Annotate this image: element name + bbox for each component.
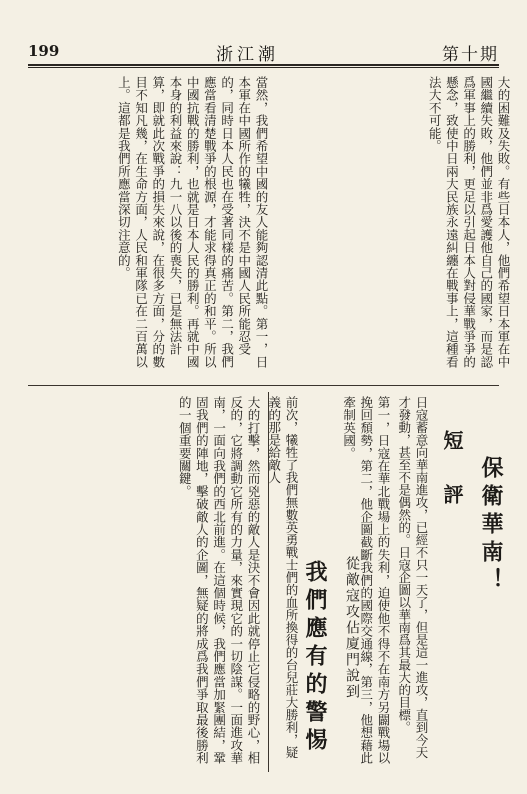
- subheadline: 從敵寇攻佔廈門說到: [344, 556, 360, 700]
- short-comment-left-text: 大的打擊，然而兇惡的敵人是決不會因此就停止它侵略的野心，相反的，它將調動它所有的力量，來實現它的一切陰謀。一面進攻華南，一面向我們的西北前進。在這個時候，我們應當加緊團結，鞏固我們的陣地，擊破敵人的企圖，無疑的將成爲我們爭取最後勝利的一個重要關鍵。: [177, 396, 261, 765]
- short-comment-column-a: 日寇蓄意向華南進攻，已經不只一天了，但是這一進攻，直到今天才發動，甚至不是偶然的。日寇企圖以華南爲其最大的目標。: [396, 396, 429, 759]
- issue-number: 第十期: [442, 45, 499, 65]
- header-rule-thin: [28, 67, 499, 68]
- section-divider: [28, 385, 499, 386]
- header-rule: [28, 64, 499, 66]
- journal-title: 浙江潮: [216, 45, 279, 65]
- headline-defend-south-china: 保衛華南！: [478, 456, 504, 596]
- page-header: [28, 40, 499, 65]
- short-comment-column-b: 第一，日寇在華北戰場上的失利，迫使他不得不在南方另闢戰場以挽回頹勢，第二，他企圖截斷我們的國際交通線，第三，他想藉此牽制英國。: [341, 396, 391, 765]
- short-comment-label: 短評: [440, 430, 464, 538]
- vigilance-column: 前次，犧牲了我們無數英勇戰士們的血所換得的台兒莊大勝利，疑義的那是給敵人: [266, 396, 299, 759]
- article-top-right-column: 大的困難及失敗。有些日本人，他們希望日本軍在中國繼續失敗，他們並非爲愛護他自己的國家，而是認爲軍事上的勝利，更足以引起日本人對侵華戰爭爭的懸念，致使中日兩大民族永遠糾纏在戰事上，這種看法大不可能。: [427, 76, 511, 369]
- page-number: 199: [28, 42, 60, 60]
- article-top-left-column: 當然，我們希望中國的友人能夠認清此點。第一，日本軍在中國所作的犧牲，決不是中國人民所能忍受的，同時日本人民也在受著同樣的痛苦。第二，我們應當看清楚戰爭的根源，才能求得真正的和平。所以中國抗戰的勝利，也就是日本人民的勝利。再就中國本身的利益來說：九一八以後的喪失，已是無法計算，即就此次戰爭的損失來說，在很多方面，分的數目不知凡幾，在生命方面，人民和軍隊已在二百萬以上。這都是我們所應當深切注意的。: [116, 76, 269, 369]
- headline-vigilance: 我們應有的警惕: [302, 560, 328, 756]
